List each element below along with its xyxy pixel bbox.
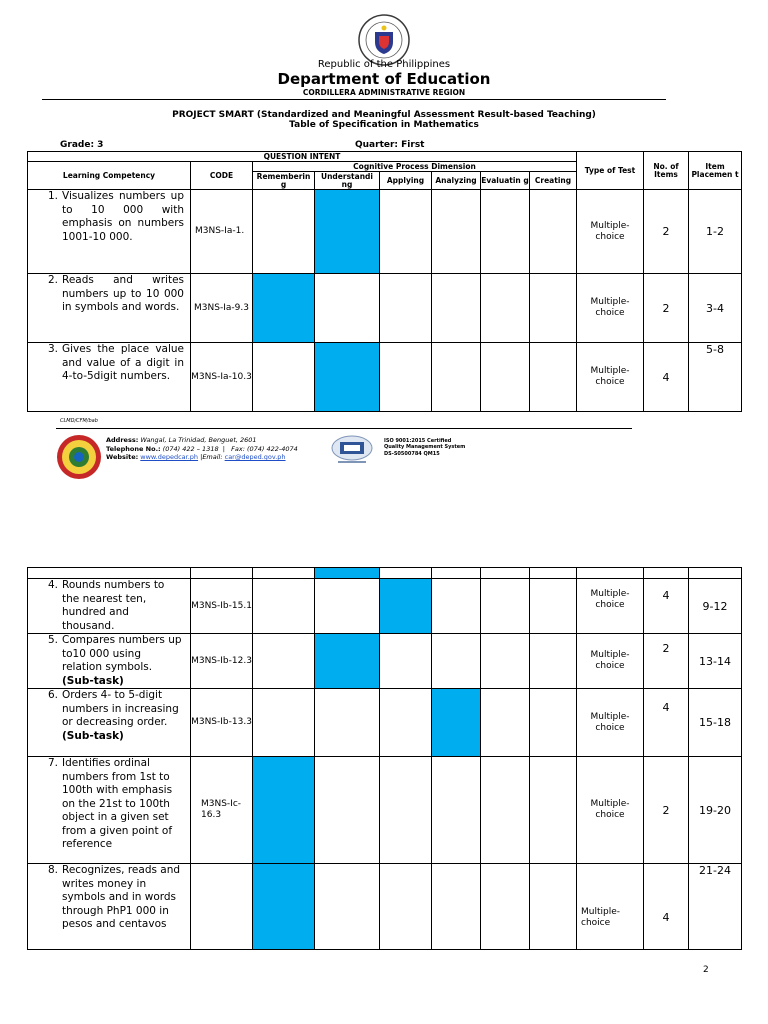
table-row [28, 579, 742, 634]
republic-text: Republic of the Philippines [317, 59, 451, 70]
email-label: |Email: [200, 453, 223, 461]
code-cell [191, 864, 253, 950]
applying-cell-highlight [380, 579, 432, 634]
iso-line-3: DS-S0500784 QM15 [384, 450, 440, 457]
item-placement-header: Item Placemen t [689, 152, 742, 190]
understanding-cell [315, 757, 380, 864]
code-cell: M3NS-Ic-16.3 [191, 757, 253, 864]
creating-cell [530, 343, 577, 412]
remembering-cell [253, 579, 315, 634]
analyzing-cell [432, 190, 481, 274]
placement-cell: 3-4 [689, 274, 742, 343]
creating-header: Creating [530, 172, 577, 190]
iso-line-2: Quality Management System [384, 444, 466, 451]
no-of-items-header: No. of Items [644, 152, 689, 190]
row-number: 5. [47, 634, 58, 646]
type-cell: Multiple-choice [577, 634, 644, 689]
address-label: Address: [106, 436, 139, 444]
competency-text: Compares numbers up to10 000 using relation symbols. [62, 634, 182, 673]
placement-cell: 15-18 [689, 689, 742, 757]
applying-cell [380, 757, 432, 864]
placement-cell: 1-2 [689, 190, 742, 274]
type-cell: Multiple-choice [577, 579, 644, 634]
type-of-test-header: Type of Test [577, 152, 644, 190]
subtask-label: (Sub-task) [62, 674, 124, 687]
code-cell: M3NS-Ib-13.3 [191, 689, 253, 757]
region-text: CORDILLERA ADMINISTRATIVE REGION [302, 88, 466, 97]
evaluating-cell [481, 579, 530, 634]
footer-rule [56, 428, 632, 429]
applying-cell [380, 274, 432, 343]
evaluating-cell [481, 864, 530, 950]
understanding-cell-highlight [315, 634, 380, 689]
items-cell: 4 [644, 579, 689, 634]
website-link[interactable]: www.depedcar.ph [140, 453, 199, 461]
row-number: 1. [47, 190, 58, 202]
analyzing-cell-highlight [432, 689, 481, 757]
applying-cell [380, 864, 432, 950]
cognitive-dimension-header: Cognitive Process Dimension [253, 162, 577, 172]
table-row [28, 343, 742, 412]
table-row [28, 689, 742, 757]
evaluating-cell [481, 634, 530, 689]
analyzing-cell [432, 579, 481, 634]
department-title: Department of Education [277, 70, 491, 88]
iso-certification-logo [330, 435, 374, 465]
applying-cell [380, 689, 432, 757]
table-title: Table of Specification in Mathematics [289, 120, 479, 130]
contact-block: Address: Wangal, La Trinidad, Benguet, 2601 Telephone No.: (074) 422 – 1318 | Fax: (074) 422-4074 Website: www.depedcar.ph |Email: car@deped.gov.ph [106, 436, 298, 461]
competency-cell [28, 579, 191, 634]
analyzing-cell [432, 864, 481, 950]
evaluating-cell [481, 190, 530, 274]
row-number: 6. [47, 689, 58, 701]
type-cell: Multiple-choice [577, 757, 644, 864]
specification-table-page1 [27, 151, 742, 412]
competency-text: Orders 4- to 5-digit numbers in increasing or decreasing order. [62, 689, 179, 728]
competency-cell [28, 864, 191, 950]
creating-cell [530, 190, 577, 274]
placement-cell: 9-12 [689, 579, 742, 634]
page-number: 2 [703, 965, 709, 975]
evaluating-cell [481, 689, 530, 757]
applying-cell [380, 634, 432, 689]
placement-cell: 21-24 [689, 864, 742, 950]
creating-cell [530, 864, 577, 950]
competency-text: Reads and writes numbers up to 10 000 in symbols and words. [62, 274, 184, 313]
competency-text: Rounds numbers to the nearest ten, hundred and thousand. [62, 579, 165, 632]
placement-cell: 5-8 [689, 343, 742, 412]
items-cell: 2 [644, 274, 689, 343]
remembering-cell-highlight [253, 274, 315, 343]
remembering-header: Rememberin g [253, 172, 315, 190]
items-cell: 2 [644, 634, 689, 689]
remembering-cell [253, 689, 315, 757]
type-cell: Multiple-choice [577, 190, 644, 274]
regional-seal-logo [56, 434, 102, 480]
type-cell: Multiple-choice [577, 864, 644, 950]
code-header: CODE [191, 162, 253, 190]
evaluating-cell [481, 757, 530, 864]
quarter-label: Quarter: First [355, 140, 425, 150]
telephone-value: (074) 422 – 1318 [162, 444, 219, 453]
creating-cell [530, 689, 577, 757]
analyzing-cell [432, 274, 481, 343]
project-title: PROJECT SMART (Standardized and Meaningful Assessment Result-based Teaching) [172, 110, 596, 120]
initials-text: CLMD/CFM/bab [60, 418, 98, 424]
iso-text-block [384, 438, 494, 457]
remembering-cell-highlight [253, 864, 315, 950]
understanding-cell [315, 864, 380, 950]
fax-value: Fax: (074) 422-4074 [231, 444, 298, 453]
remembering-cell-highlight [253, 757, 315, 864]
analyzing-cell [432, 757, 481, 864]
website-label: Website: [106, 453, 139, 461]
address-value: Wangal, La Trinidad, Benguet, 2601 [140, 436, 257, 444]
competency-text: Gives the place value and value of a digit in 4-to-5digit numbers. [62, 343, 184, 382]
understanding-cell-highlight [315, 190, 380, 274]
competency-text: Visualizes numbers up to 10 000 with emphasis on numbers 1001-10 000. [62, 190, 184, 243]
competency-cell [28, 634, 191, 689]
table-row [28, 190, 742, 274]
type-cell: Multiple-choice [577, 343, 644, 412]
placement-cell: 19-20 [689, 757, 742, 864]
understanding-header: Understandi ng [315, 172, 380, 190]
understanding-cell [315, 579, 380, 634]
creating-cell [530, 274, 577, 343]
competency-cell [28, 689, 191, 757]
code-cell: M3NS-Ia-10.3 [191, 343, 253, 412]
analyzing-header: Analyzing [432, 172, 481, 190]
remembering-cell [253, 343, 315, 412]
specification-table-page2 [27, 567, 742, 950]
applying-cell [380, 343, 432, 412]
applying-header: Applying [380, 172, 432, 190]
letterhead-rule [42, 99, 666, 100]
table-row [28, 757, 742, 864]
understanding-cell [315, 274, 380, 343]
remembering-cell [253, 634, 315, 689]
competency-text: Identifies ordinal numbers from 1st to 100th with emphasis on the 21st to 100th object in a given set from a given point of reference [62, 757, 173, 850]
code-cell: M3NS-Ib-15.1 [191, 579, 253, 634]
creating-cell [530, 757, 577, 864]
code-cell: M3NS-Ib-12.3 [191, 634, 253, 689]
remembering-cell [253, 190, 315, 274]
evaluating-cell [481, 343, 530, 412]
continuation-row [28, 568, 742, 579]
placement-cell: 13-14 [689, 634, 742, 689]
question-intent-header: QUESTION INTENT [28, 152, 577, 162]
type-cell: Multiple-choice [577, 689, 644, 757]
competency-cell [28, 274, 191, 343]
items-cell: 4 [644, 343, 689, 412]
items-cell: 2 [644, 190, 689, 274]
telephone-label: Telephone No.: [106, 444, 161, 453]
items-cell: 2 [644, 757, 689, 864]
row-number: 2. [47, 274, 58, 286]
understanding-cell [315, 689, 380, 757]
table-row [28, 634, 742, 689]
grade-label: Grade: 3 [60, 140, 104, 150]
table-row [28, 274, 742, 343]
code-cell: M3NS-Ia-9.3 [191, 274, 253, 343]
understanding-cell-highlight [315, 343, 380, 412]
row-number: 3. [47, 343, 58, 355]
evaluating-cell [481, 274, 530, 343]
competency-text: Recognizes, reads and writes money in symbols and in words through PhP1 000 in pesos and centavos [62, 864, 181, 930]
competency-cell [28, 190, 191, 274]
competency-cell [28, 343, 191, 412]
learning-competency-header: Learning Competency [28, 162, 191, 190]
items-cell: 4 [644, 689, 689, 757]
competency-cell [28, 757, 191, 864]
subtask-label: (Sub-task) [62, 729, 124, 742]
code-cell: M3NS-Ia-1. [191, 190, 253, 274]
analyzing-cell [432, 634, 481, 689]
understanding-cell-highlight [315, 568, 380, 579]
row-number: 7. [47, 757, 58, 769]
creating-cell [530, 634, 577, 689]
row-number: 8. [47, 864, 58, 876]
email-link[interactable]: car@deped.gov.ph [224, 453, 286, 461]
iso-line-1: ISO 9001:2015 Certified [384, 438, 452, 444]
creating-cell [530, 579, 577, 634]
table-row [28, 864, 742, 950]
evaluating-header: Evaluatin g [481, 172, 530, 190]
items-cell: 4 [644, 864, 689, 950]
applying-cell [380, 190, 432, 274]
row-number: 4. [47, 579, 58, 591]
analyzing-cell [432, 343, 481, 412]
type-cell: Multiple-choice [577, 274, 644, 343]
